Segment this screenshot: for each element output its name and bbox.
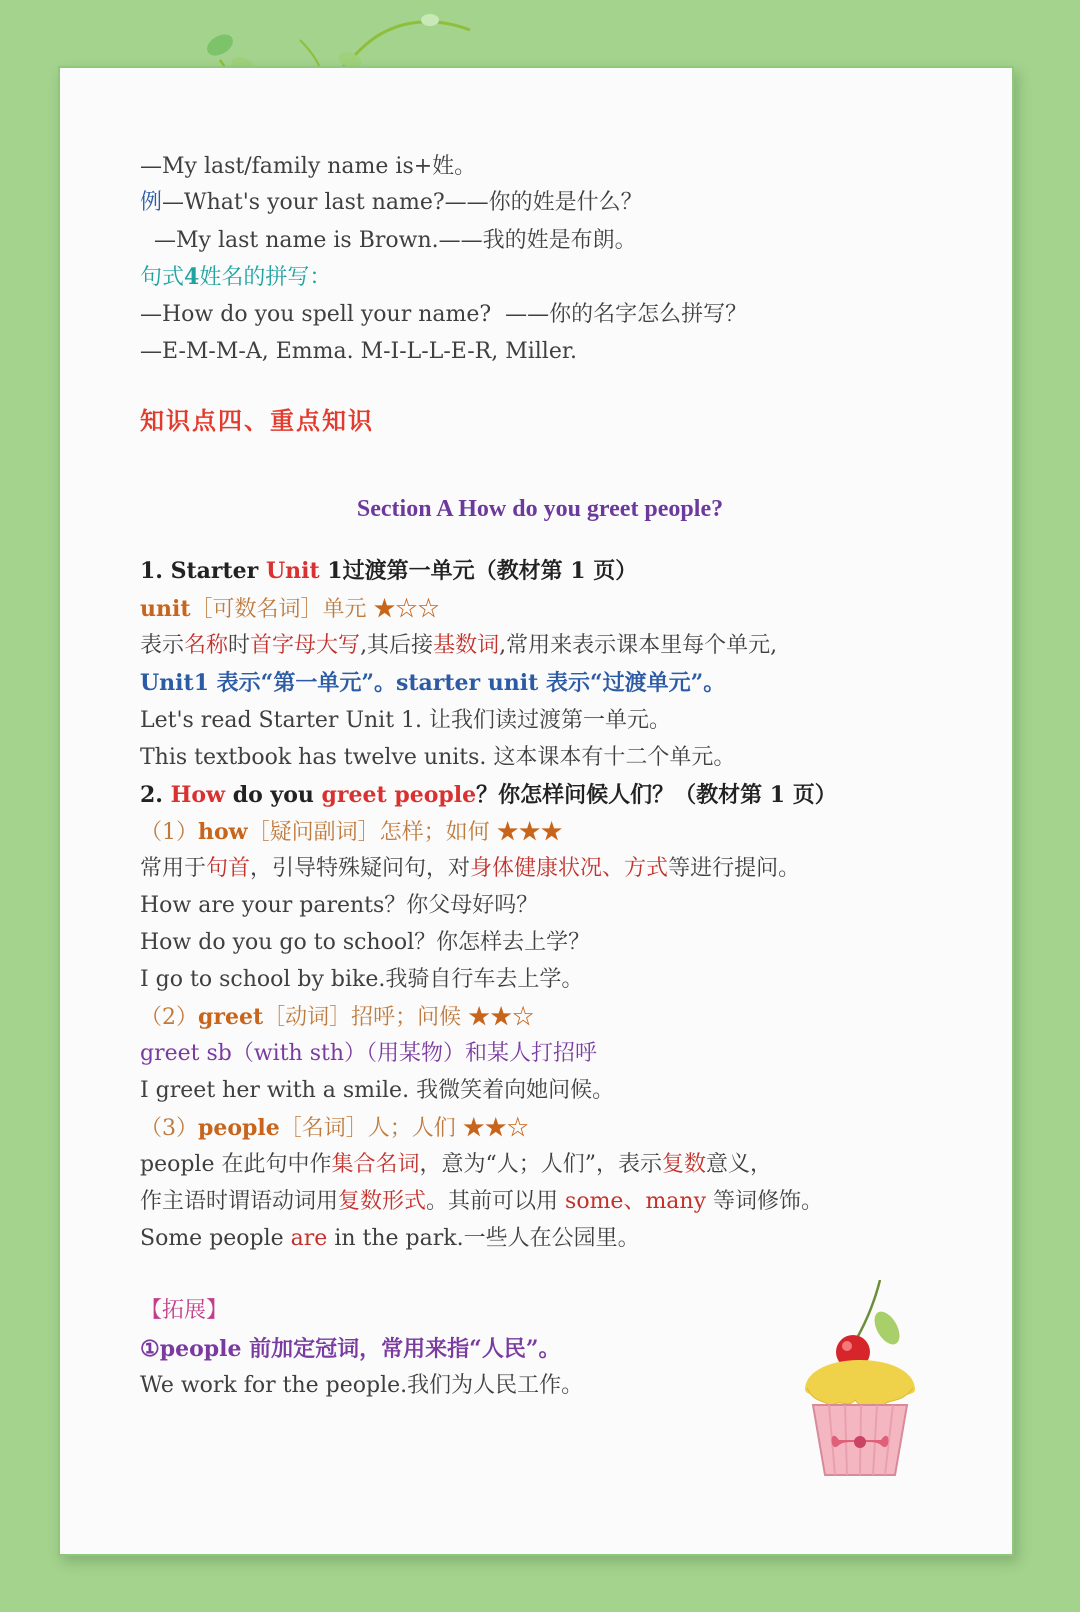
text-line: How do you go to school？你怎样去上学？ [140, 930, 591, 955]
text-line: 作主语时谓语动词用复数形式。其前可以用 some、many 等词修饰。 [140, 1189, 824, 1214]
text-line: Some people are in the park.一些人在公园里。 [140, 1226, 640, 1251]
text-line: 表示名称时首字母大写,其后接基数词,常用来表示课本里每个单元, [140, 633, 778, 658]
text-line: This textbook has twelve units. 这本课本有十二个单元。 [140, 745, 736, 770]
rating-stars: ★★★ [496, 820, 563, 845]
word-entry: unit［可数名词］单元 ★☆☆ [140, 596, 440, 622]
text-line: people 在此句中作集合名词，意为“人；人们”，表示复数意义， [140, 1152, 773, 1177]
pattern-title: 句式4姓名的拼写： [140, 264, 332, 290]
text-line: —E-M-M-A, Emma. M-I-L-L-E-R, Miller. [140, 339, 577, 364]
text-line: 常用于句首，引导特殊疑问句，对身体健康状况、方式等进行提问。 [140, 856, 801, 881]
rating-stars: ★★☆ [462, 1116, 529, 1141]
text-line: How are your parents？你父母好吗？ [140, 893, 539, 918]
rating-stars: ★★☆ [468, 1005, 535, 1030]
text-line: greet sb（with sth）（用某物）和某人打招呼 [140, 1041, 598, 1066]
text-line: I greet her with a smile. 我微笑着向她问候。 [140, 1078, 615, 1103]
extension-label: 【拓展】 [140, 1298, 229, 1323]
text-line: —My last/family name is+姓。 [140, 154, 477, 179]
example-label: 例 [140, 190, 163, 215]
word-entry: （2）greet［动词］招呼；问候 ★★☆ [140, 1004, 535, 1030]
word-entry: （1）how［疑问副词］怎样；如何 ★★★ [140, 819, 563, 845]
text-line: Unit1 表示“第一单元”。starter unit 表示“过渡单元”。 [140, 670, 726, 696]
rating-stars: ★☆☆ [373, 597, 440, 622]
text-line: ①people 前加定冠词，常用来指“人民”。 [140, 1336, 561, 1362]
text-line: —How do you spell your name? ——你的名字怎么拼写？ [140, 302, 748, 327]
word-entry: （3）people［名词］人；人们 ★★☆ [140, 1115, 529, 1141]
section-title: Section A How do you greet people? [356, 496, 724, 522]
item-heading: 2. How do you greet people？你怎样问候人们？（教材第 1 页） [140, 782, 837, 808]
text-line: Let's read Starter Unit 1. 让我们读过渡第一单元。 [140, 708, 672, 733]
cupcake-icon [795, 1280, 925, 1490]
text-line: I go to school by bike.我骑自行车去上学。 [140, 967, 584, 992]
text-line: We work for the people.我们为人民工作。 [140, 1373, 584, 1398]
knowledge-heading: 知识点四、重点知识 [140, 406, 374, 435]
text-line: —My last name is Brown.——我的姓是布朗。 [154, 228, 637, 253]
item-heading: 1. Starter Unit 1过渡第一单元（教材第 1 页） [140, 558, 638, 584]
text-line: 例—What's your last name?——你的姓是什么？ [140, 190, 643, 215]
